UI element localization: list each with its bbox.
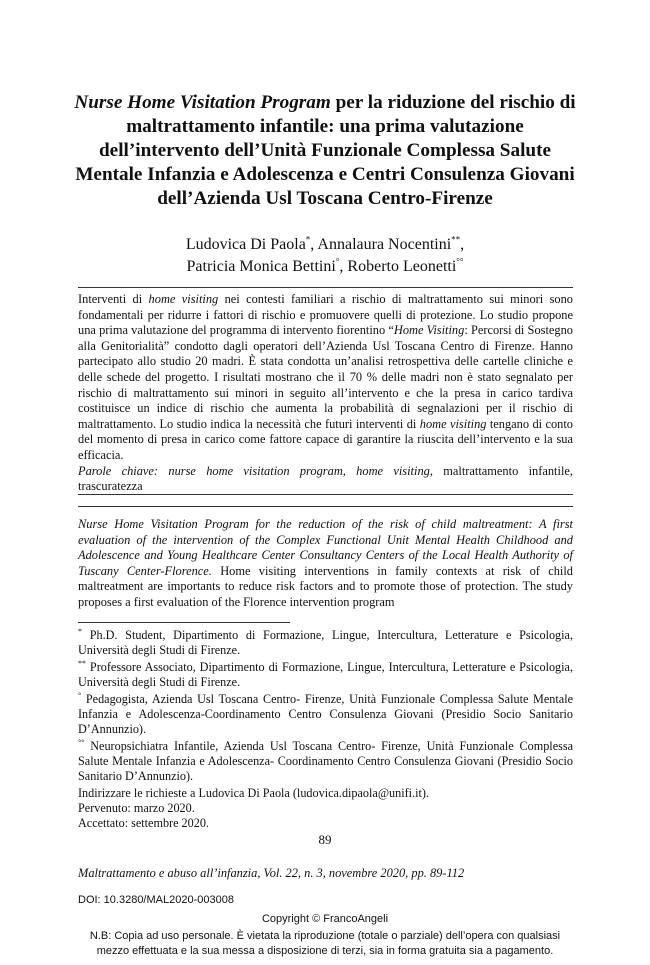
footnote-4-text: Neuropsichiatra Infantile, Azienda Usl Toscana Centro- Firenze, Unità Funzionale Complessa Salute Mentale Infanzia e Adolescenza- Coordinamento Centro Consulenza Giovani (Presidio Socio Sanitario D’Annunzio). [78, 739, 573, 783]
abstract-top-rule [78, 287, 573, 288]
author-2: Annalaura Nocentini [317, 236, 452, 253]
author-line-1 [70, 234, 580, 256]
usage-notice [0, 929, 650, 959]
author-4-mark: °° [456, 256, 464, 267]
footnote-4-mark: °° [78, 737, 85, 747]
abstract-it-text-2: nei contesti familiari a rischio di maltrattamento sui minori sono fondamentali per ridurre i fattori di rischio e promuovere quelli di protezione. Lo studio propone una prima valutazione del programma di intervento fiorentino “ [78, 292, 573, 338]
journal-citation: Maltrattamento e abuso all’infanzia, Vol. 22, n. 3, novembre 2020, pp. 89-112 [78, 866, 465, 880]
footnote-2 [78, 660, 573, 690]
copyright-notice: Copyright © FrancoAngeli [261, 913, 389, 925]
footnote-rule [78, 622, 290, 623]
footnote-4 [78, 739, 573, 784]
accepted-date: Accettato: settembre 2020. [78, 816, 209, 830]
author-sep: , [310, 236, 318, 253]
author-2-mark: ** [451, 234, 461, 245]
footnote-3-text: Pedagogista, Azienda Usl Toscana Centro- Firenze, Unità Funzionale Complessa Salute Mentale Infanzia e Adolescenza-Coordinamento Centro Consulenza Giovani (Presidio Socio Sanitario D’Annunzio). [78, 692, 573, 736]
abstract-it-body [78, 292, 573, 464]
abstract-english [78, 517, 573, 611]
abstract-italian [78, 292, 573, 495]
author-sep: , [460, 236, 465, 253]
abstract-bottom-rule [78, 494, 573, 495]
footnote-3 [78, 692, 573, 737]
footnote-2-text: Professore Associato, Dipartimento di Formazione, Lingue, Intercultura, Letterature e Psicologia, Università degli Studi di Firenze. [78, 660, 573, 689]
usage-notice-line-2: mezzo effettuata e la sua messa a disposizione di terzi, sia in forma gratuita sia a pagamento. [96, 945, 554, 957]
abstract-it-text-1: Interventi di [78, 292, 149, 306]
footnote-1 [78, 628, 573, 658]
author-3: Patricia Monica Bettini [186, 258, 336, 275]
contact-line: Indirizzare le richieste a Ludovica Di Paola (ludovica.dipaola@unifi.it). [78, 786, 429, 800]
keywords-label: Parole chiave [78, 463, 154, 478]
keywords [78, 464, 573, 495]
received-date: Pervenuto: marzo 2020. [78, 801, 195, 815]
article-title [70, 91, 580, 211]
author-line-2 [70, 256, 580, 278]
abstract-it-italic-3: home visiting [419, 416, 487, 431]
abstract-en-body: Home visiting interventions in family contexts at risk of child maltreatment are importants to reduce risk factors and to promote those of protection. The study proposes a first evaluation of the Florence intervention program [78, 563, 573, 609]
page-number: 89 [318, 832, 332, 847]
author-sep: , [339, 258, 348, 275]
footnote-1-mark: * [78, 626, 82, 636]
abstract-it-italic-2: Home Visiting [393, 323, 465, 338]
footnotes [78, 628, 573, 831]
author-list [70, 234, 580, 278]
author-3-mark: ° [335, 256, 340, 267]
usage-notice-line-1: N.B: Copia ad uso personale. È vietata la riproduzione (totale o parziale) dell’opera con qualsiasi [89, 930, 561, 942]
author-1: Ludovica Di Paola [185, 236, 306, 253]
abstract-it-text-3: : Percorsi di Sostegno alla Genitorialità” condotto dagli operatori dell’Azienda Usl Toscana Centro di Firenze. Hanno partecipato allo studio 20 madri. È stata condotta un’analisi retrospettiva delle cartelle cliniche e delle schede del progetto. I risultati mostrano che il 70 % delle madri non è stato segnalato per rischio di maltrattamento sui minori in seguito all’intervento e che la presa in carico tardiva costituisce un indice di rischio che aumenta la probabilità di segnalazioni per il rischio di maltrattamento. Lo studio indica la necessità che futuri interventi di [78, 323, 573, 431]
doi: DOI: 10.3280/MAL2020-003008 [78, 894, 234, 906]
title-rest: per la riduzione del rischio di maltrattamento infantile: una prima valutazione dell’intervento dell’Unità Funzionale Complessa Salute Mentale Infanzia e Adolescenza e Centri Consulenza Giovani dell’Azienda Usl Toscana Centro-Firenze [75, 92, 576, 209]
keywords-italic: : nurse home visitation program, home visiting, [153, 463, 433, 478]
title-italic: Nurse Home Visitation Program [74, 92, 331, 113]
abstract-it-italic-1: home visiting [148, 292, 219, 306]
footnote-3-mark: ° [78, 690, 82, 700]
abstract-it-text-4: tengano di conto del momento di presa in carico come fattore capace di garantire la riuscita dell’intervento e la sua efficacia. [78, 416, 574, 462]
author-4: Roberto Leonetti [347, 258, 457, 275]
author-1-mark: * [305, 234, 311, 245]
footnote-2-mark: ** [78, 658, 86, 668]
footnote-1-text: Ph.D. Student, Dipartimento di Formazione, Lingue, Intercultura, Letterature e Psicologia, Università degli Studi di Firenze. [78, 628, 573, 657]
keywords-rest: maltrattamento infantile, trascuratezza [78, 463, 573, 494]
abstract-en-title: Nurse Home Visitation Program for the reduction of the risk of child maltreatment: A first evaluation of the intervention of the Complex Functional Unit Mental Health Childhood and Adolescence and Young Healthcare Center Consultancy Centers of the Local Health Authority of Tuscany Center-Florence. [78, 517, 573, 578]
abstract-en-top-rule [78, 506, 573, 507]
